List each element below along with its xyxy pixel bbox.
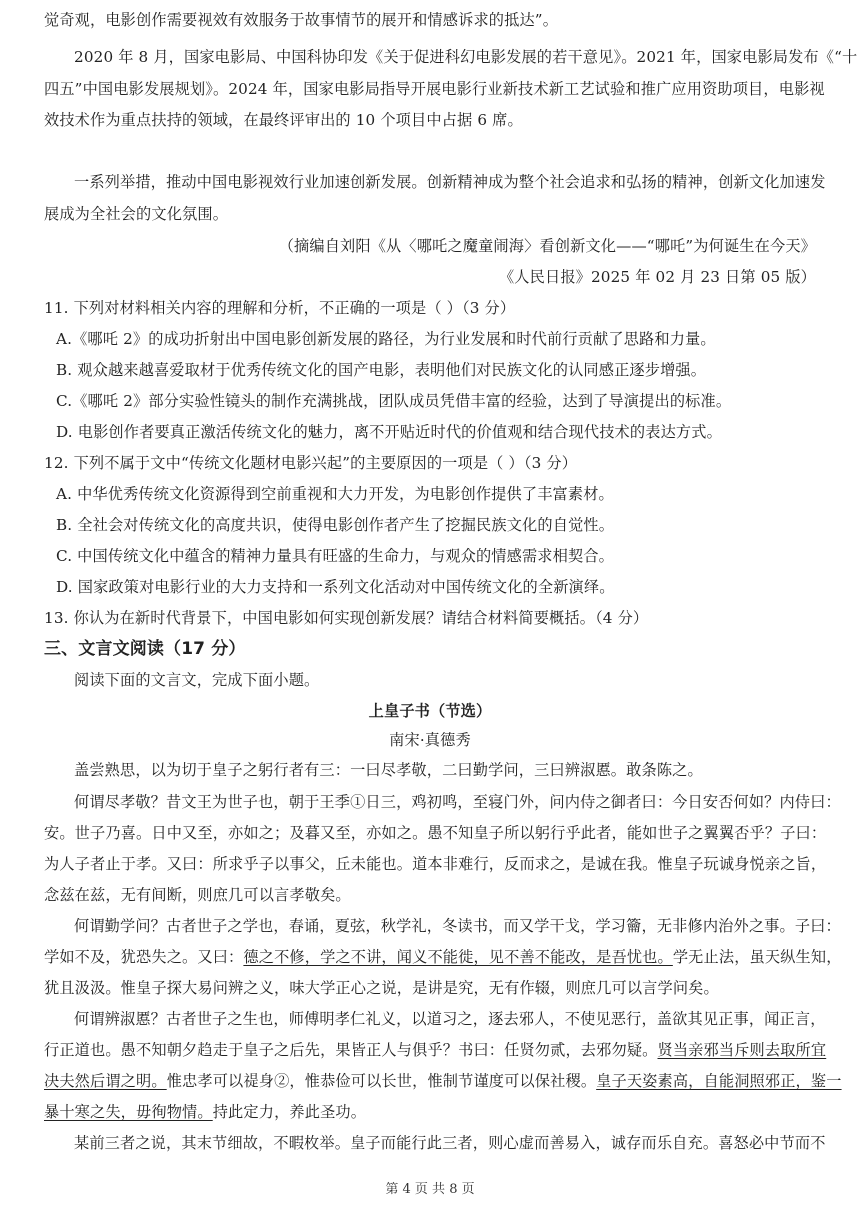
underlined-sentence: 贤当亲邪当斥则去取所宜	[657, 1041, 827, 1059]
page-footer: 第 4 页 共 8 页	[385, 1182, 475, 1197]
classical-line: 犹且汲汲。惟皇子探大易问辨之义，味大学正心之说，是讲是究，无有作辍，则庶几可以言学问矣。	[44, 979, 719, 997]
classical-line: 何谓勤学问？古者世子之学也，春诵，夏弦，秋学礼，冬读书，而又学干戈，学习籥，无非修内治外之事。子曰：	[74, 917, 841, 935]
text-segment: 学无止法，虽天纵生知，	[672, 948, 842, 966]
passage-line: 效技术作为重点扶持的领域，在最终评审出的 10 个项目中占据 6 席。	[44, 111, 523, 129]
underlined-sentence: 暴十寒之失，毋徇物情。	[44, 1103, 213, 1121]
text-segment: 持此定力，养此圣功。	[212, 1103, 367, 1121]
classical-line: 安。世子乃喜。日中又至，亦如之；及暮又至，亦如之。愚不知皇子所以躬行乎此者，能如世子之翼翼否乎？子曰：	[44, 824, 827, 842]
option-c: C. 中国传统文化中蕴含的精神力量具有旺盛的生命力，与观众的情感需求相契合。	[56, 547, 614, 565]
classical-line: 念兹在兹，无有间断，则庶几可以言孝敬矣。	[44, 886, 351, 904]
source-citation: 《人民日报》2025 年 02 月 23 日第 05 版）	[498, 268, 816, 286]
underlined-sentence: 决夫然后谓之明。	[44, 1072, 167, 1090]
classical-line	[44, 1040, 827, 1060]
passage-line: 觉奇观，电影创作需要视效有效服务于故事情节的展开和情感诉求的抵达”。	[44, 11, 559, 29]
classical-line: 何谓尽孝敬？昔文王为世子也，朝于王季①日三，鸡初鸣，至寝门外，问内侍之御者曰：今日安否何如？内侍曰：	[74, 793, 841, 811]
underlined-sentence: 皇子天姿素高，自能洞照邪正，鉴一	[596, 1072, 842, 1090]
text-author: 南宋·真德秀	[389, 731, 471, 749]
question-11: 11. 下列对材料相关内容的理解和分析，不正确的一项是（ ）（3 分）	[44, 299, 516, 317]
option-d: D. 国家政策对电影行业的大力支持和一系列文化活动对中国传统文化的全新演绎。	[56, 578, 615, 596]
section-heading: 三、文言文阅读（17 分）	[44, 639, 246, 659]
option-b: B. 全社会对传统文化的高度共识，使得电影创作者产生了挖掘民族文化的自觉性。	[56, 516, 615, 534]
classical-line	[44, 1102, 822, 1122]
option-a: A.《哪吒 2》的成功折射出中国电影创新发展的路径，为行业发展和时代前行贡献了思路和力量。	[56, 330, 716, 348]
text-segment: 学如不及，犹恐失之。又曰：	[44, 948, 244, 966]
text-segment: 行正道也。愚不知朝夕趋走于皇子之后先，果皆正人与俱乎？书曰：任贤勿贰，去邪勿疑。	[44, 1041, 658, 1059]
classical-line: 盖尝熟思，以为切于皇子之躬行者有三：一曰尽孝敬，二曰勤学问，三曰辨淑慝。敢条陈之。	[74, 761, 703, 779]
classical-line	[44, 947, 842, 967]
option-c: C.《哪吒 2》部分实验性镜头的制作充满挑战，团队成员凭借丰富的经验，达到了导演提出的标准。	[56, 392, 732, 410]
question-13: 13. 你认为在新时代背景下，中国电影如何实现创新发展？请结合材料简要概括。（4 分）	[44, 609, 649, 627]
passage-line: 展成为全社会的文化氛围。	[44, 205, 229, 223]
text-segment: 惟忠孝可以禔身②，惟恭俭可以长世，惟制节谨度可以保社稷。	[166, 1072, 597, 1090]
text-title: 上皇子书（节选）	[368, 702, 492, 720]
passage-line: 2020 年 8 月，国家电影局、中国科协印发《关于促进科幻电影发展的若干意见》。2021 年，国家电影局发布《“十	[74, 48, 858, 66]
passage-line: 一系列举措，推动中国电影视效行业加速创新发展。创新精神成为整个社会追求和弘扬的精神，创新文化加速发	[74, 173, 826, 191]
underlined-sentence: 德之不修，学之不讲，闻义不能徙，见不善不能改，是吾忧也。	[243, 948, 673, 966]
option-d: D. 电影创作者要真正激活传统文化的魅力，离不开贴近时代的价值观和结合现代技术的表达方式。	[56, 423, 722, 441]
classical-line: 为人子者止于孝。又曰：所求乎子以事父，丘未能也。道本非难行，反而求之，是诚在我。惟皇子玩诚身悦亲之旨，	[44, 855, 827, 873]
passage-line: 四五”中国电影发展规划》。2024 年，国家电影局指导开展电影行业新技术新工艺试验和推广应用资助项目，电影视	[44, 80, 825, 98]
option-b: B. 观众越来越喜爱取材于优秀传统文化的国产电影，表明他们对民族文化的认同感正逐步增强。	[56, 361, 707, 379]
classical-line: 某前三者之说，其末节细故，不暇枚举。皇子而能行此三者，则心虚而善易入，诚存而乐自充。喜怒必中节而不	[74, 1134, 826, 1152]
question-12: 12. 下列不属于文中“传统文化题材电影兴起”的主要原因的一项是（ ）（3 分）	[44, 454, 578, 472]
instruction: 阅读下面的文言文，完成下面小题。	[74, 671, 320, 689]
option-a: A. 中华优秀传统文化资源得到空前重视和大力开发，为电影创作提供了丰富素材。	[56, 485, 614, 503]
source-citation: （摘编自刘阳《从〈哪吒之魔童闹海〉看创新文化——“哪吒”为何诞生在今天》	[278, 237, 816, 255]
classical-line	[44, 1071, 842, 1091]
classical-line: 何谓辨淑慝？古者世子之生也，师傅明孝仁礼义，以道习之，逐去邪人，不使见恶行，盖欲其见正事，闻正言，	[74, 1010, 826, 1028]
